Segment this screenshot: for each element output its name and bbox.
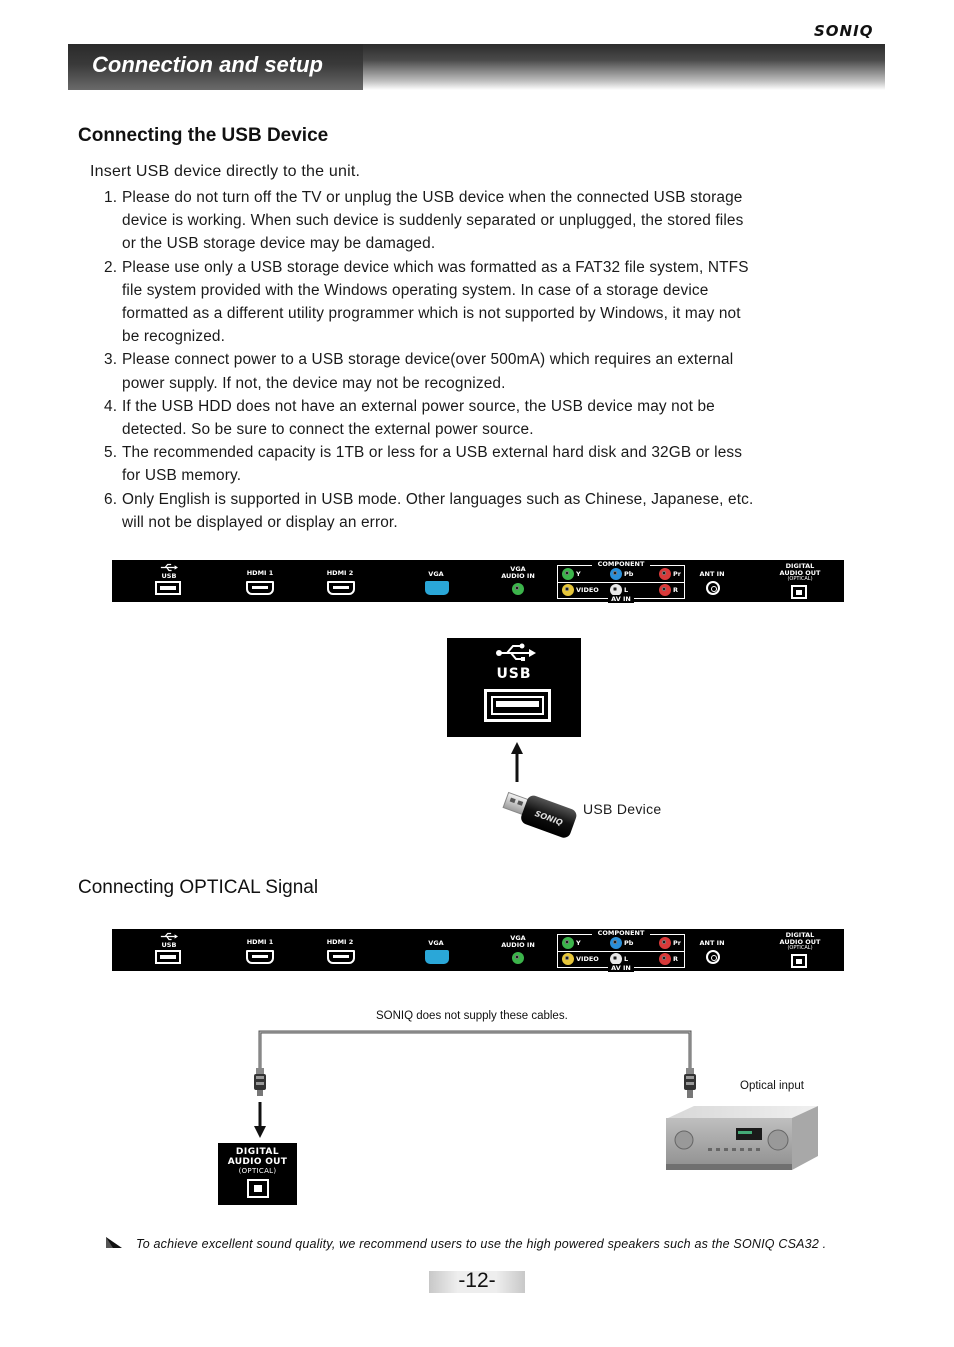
usb-stick-icon	[496, 786, 580, 848]
jack-r-icon	[659, 584, 671, 596]
hdmi1-port-icon	[246, 950, 274, 964]
jack-video-icon	[562, 584, 574, 596]
panel-digital-label-2: AUDIO OUT	[779, 569, 821, 577]
usb-symbol-icon	[160, 932, 178, 941]
jack-pb-icon	[610, 568, 622, 580]
list-item	[104, 256, 849, 349]
vga-port-icon	[425, 950, 449, 964]
list-item-line: formatted as a different utility programmer which is not supported by Windows, it may not	[122, 305, 741, 323]
panel-vga-audio-label-1: VGA	[510, 934, 526, 942]
list-item-line: Please do not turn off the TV or unplug the USB device when the connected USB storage	[122, 189, 743, 206]
footer-note: To achieve excellent sound quality, we recommend users to use the high powered speakers such as the SONIQ CSA32 .	[136, 1237, 827, 1251]
list-item-line: power supply. If not, the device may not be recognized.	[122, 374, 506, 392]
panel-component-label: COMPONENT	[592, 929, 650, 937]
optical-port-icon	[791, 585, 807, 599]
list-item-line: or the USB storage device may be damaged.	[122, 235, 436, 253]
page-title: Connection and setup	[92, 52, 323, 77]
jack-r-icon	[659, 953, 671, 965]
panel-vga-audio-label-1: VGA	[510, 565, 526, 573]
panel-y-label: Y	[576, 939, 581, 947]
list-item-line: Please connect power to a USB storage device(over 500mA) which requires an external	[122, 351, 734, 369]
list-item-line: file system provided with the Windows operating system. In case of a storage device	[122, 281, 709, 299]
usb-section-title: Connecting the USB Device	[78, 125, 329, 146]
list-item-line: for USB memory.	[122, 467, 242, 485]
panel-component-label: COMPONENT	[592, 560, 650, 568]
optical-section-title: Connecting OPTICAL Signal	[78, 877, 319, 898]
list-item-number: 5.	[104, 444, 118, 462]
panel-hdmi1-label: HDMI 1	[246, 569, 274, 577]
panel-ant-in-label: ANT IN	[699, 570, 725, 578]
panel-digital-label-3: (OPTICAL)	[787, 576, 813, 582]
panel-digital-label-1: DIGITAL	[785, 562, 815, 570]
digital-audio-out-box: DIGITAL AUDIO OUT (OPTICAL)	[218, 1143, 297, 1205]
usb-big-port	[484, 689, 551, 722]
panel-l-label: L	[624, 586, 629, 594]
list-item-number: 1.	[104, 189, 118, 206]
hdmi2-port-icon	[327, 581, 355, 595]
list-item-line: be recognized.	[122, 328, 226, 346]
svg-text:SONIQ: SONIQ	[533, 809, 564, 828]
optical-cable	[248, 1026, 702, 1146]
optical-port-icon	[247, 1179, 269, 1198]
panel-pb-label: Pb	[624, 570, 634, 578]
list-item-line: will not be displayed or display an error.	[122, 513, 398, 531]
panel-digital-label-1: DIGITAL	[785, 931, 815, 939]
usb-device-label: USB Device	[583, 801, 662, 817]
jack-y-icon	[562, 568, 574, 580]
list-item-number: 3.	[104, 351, 118, 369]
optical-input-label: Optical input	[740, 1080, 804, 1092]
optical-port-icon	[791, 954, 807, 968]
usb-port-icon	[155, 581, 181, 595]
panel-av-in-label: AV IN	[608, 595, 634, 603]
brand-logo: SONIQ	[814, 22, 874, 40]
panel-av-in-label: AV IN	[608, 964, 634, 972]
panel-hdmi1-label: HDMI 1	[246, 938, 274, 946]
list-item-number: 4.	[104, 397, 118, 415]
usb-instructions-list	[104, 186, 849, 534]
panel-vga-label: VGA	[428, 939, 444, 947]
component-divider	[557, 951, 685, 952]
hdmi1-port-icon	[246, 581, 274, 595]
jack-pr-icon	[659, 568, 671, 580]
list-item	[104, 395, 849, 441]
list-item-line: device is working. When such device is suddenly separated or unplugged, the stored files	[122, 212, 744, 230]
list-item-line: Please use only a USB storage device which was formatted as a FAT32 file system, NTFS	[122, 258, 749, 276]
list-item	[104, 488, 849, 534]
hdmi2-port-icon	[327, 950, 355, 964]
panel-r-label: R	[673, 586, 679, 594]
panel-l-label: L	[624, 955, 629, 963]
list-item-line: Only English is supported in USB mode. Other languages such as Chinese, Japanese, etc.	[122, 490, 754, 508]
jack-video-icon	[562, 953, 574, 965]
panel-vga-audio-label-2: AUDIO IN	[501, 572, 535, 580]
jack-y-icon	[562, 937, 574, 949]
antenna-port-icon	[706, 950, 720, 964]
panel-hdmi2-label: HDMI 2	[326, 569, 354, 577]
list-item-line: detected. So be sure to connect the external power source.	[122, 421, 534, 439]
usb-symbol-icon	[495, 643, 537, 663]
panel-ant-in-label: ANT IN	[699, 939, 725, 947]
jack-pr-icon	[659, 937, 671, 949]
list-item	[104, 441, 849, 487]
page-number: -12-	[458, 1269, 496, 1292]
panel-pr-label: Pr	[673, 939, 681, 947]
arrow-up-icon	[510, 742, 524, 782]
usb-intro: Insert USB device directly to the unit.	[90, 163, 361, 180]
panel-vga-label: VGA	[428, 570, 444, 578]
panel-y-label: Y	[576, 570, 581, 578]
vga-audio-jack-icon	[512, 952, 524, 964]
panel-pb-label: Pb	[624, 939, 634, 947]
list-item-line: The recommended capacity is 1TB or less for a USB external hard disk and 32GB or less	[122, 444, 743, 462]
usb-closeup-label: USB	[496, 666, 532, 682]
panel-vga-audio-label-2: AUDIO IN	[501, 941, 535, 949]
panel-usb-label: USB	[161, 572, 177, 580]
panel-hdmi2-label: HDMI 2	[326, 938, 354, 946]
vga-port-icon	[425, 581, 449, 595]
panel-video-label: VIDEO	[576, 586, 599, 594]
vga-audio-jack-icon	[512, 583, 524, 595]
usb-port-icon	[155, 950, 181, 964]
jack-pb-icon	[610, 937, 622, 949]
note-triangle-icon	[106, 1237, 122, 1249]
list-item	[104, 348, 849, 394]
list-item-line: If the USB HDD does not have an external power source, the USB device may not be	[122, 397, 715, 415]
list-item-number: 6.	[104, 490, 118, 508]
tv-rear-panel-optical	[112, 929, 844, 971]
tv-rear-panel	[112, 560, 844, 602]
component-divider	[557, 582, 685, 583]
panel-digital-label-3: (OPTICAL)	[787, 945, 813, 951]
panel-digital-label-2: AUDIO OUT	[779, 938, 821, 946]
list-item-number: 2.	[104, 258, 118, 276]
panel-video-label: VIDEO	[576, 955, 599, 963]
panel-r-label: R	[673, 955, 679, 963]
amplifier-icon	[664, 1104, 820, 1176]
panel-pr-label: Pr	[673, 570, 681, 578]
usb-symbol-icon	[160, 563, 178, 572]
antenna-port-icon	[706, 581, 720, 595]
list-item	[104, 186, 849, 256]
usb-port-closeup	[447, 638, 581, 737]
panel-usb-label: USB	[161, 941, 177, 949]
cable-note: SONIQ does not supply these cables.	[376, 1010, 568, 1022]
